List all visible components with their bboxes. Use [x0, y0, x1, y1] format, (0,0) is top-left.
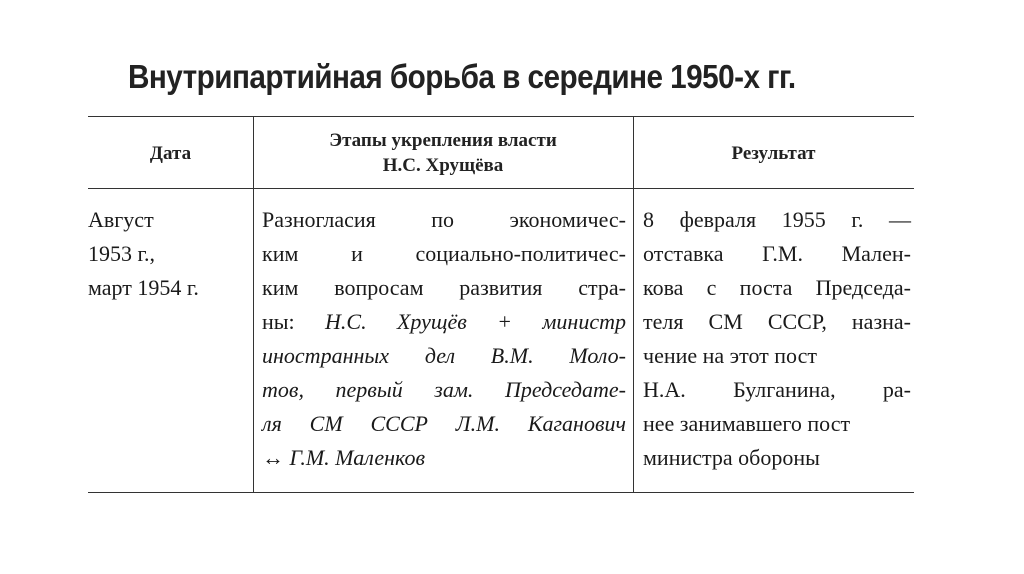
- result-line: отставка Г.М. Мален-: [643, 241, 911, 266]
- cell-stages: [262, 203, 626, 475]
- header-bottom-border: [88, 188, 914, 189]
- stage-line: иностранных дел В.М. Моло-: [262, 343, 626, 368]
- result-line: кова с поста Председа-: [643, 275, 911, 300]
- date-line: Август: [88, 207, 154, 232]
- result-line: министра обороны: [643, 445, 820, 470]
- table-top-border: [88, 116, 914, 117]
- column-divider-2: [633, 116, 634, 493]
- stage-line: ны: Н.С. Хрущёв + министр: [262, 309, 626, 334]
- header-stages: [253, 128, 633, 178]
- cell-result: [643, 203, 911, 475]
- result-line: нее занимавшего пост: [643, 411, 851, 436]
- table-bottom-border: [88, 492, 914, 493]
- header-stages-line2: Н.С. Хрущёва: [382, 155, 504, 176]
- stage-line: ким и социально-политичес-: [262, 241, 626, 266]
- stage-line: ↔ Г.М. Маленков: [262, 445, 426, 470]
- header-result: Результат: [731, 143, 816, 164]
- stage-line: тов, первый зам. Председате-: [262, 377, 626, 402]
- date-line: 1953 г.,: [88, 241, 156, 266]
- stage-line: ля СМ СССР Л.М. Каганович: [262, 411, 626, 436]
- stage-line: ким вопросам развития стра-: [262, 275, 626, 300]
- header-stages-line1: Этапы укрепления власти: [329, 130, 557, 151]
- header-date: Дата: [149, 143, 192, 164]
- date-line: март 1954 г.: [88, 275, 199, 300]
- page-title: Внутрипартийная борьба в середине 1950-х гг.: [128, 58, 796, 95]
- result-line: 8 февраля 1955 г. —: [643, 207, 911, 232]
- stage-line: Разногласия по экономичес-: [262, 207, 626, 232]
- result-line: теля СМ СССР, назна-: [643, 309, 911, 334]
- result-line: чение на этот пост: [643, 343, 817, 368]
- result-line: Н.А. Булганина, ра-: [643, 377, 911, 402]
- cell-date: [88, 203, 248, 305]
